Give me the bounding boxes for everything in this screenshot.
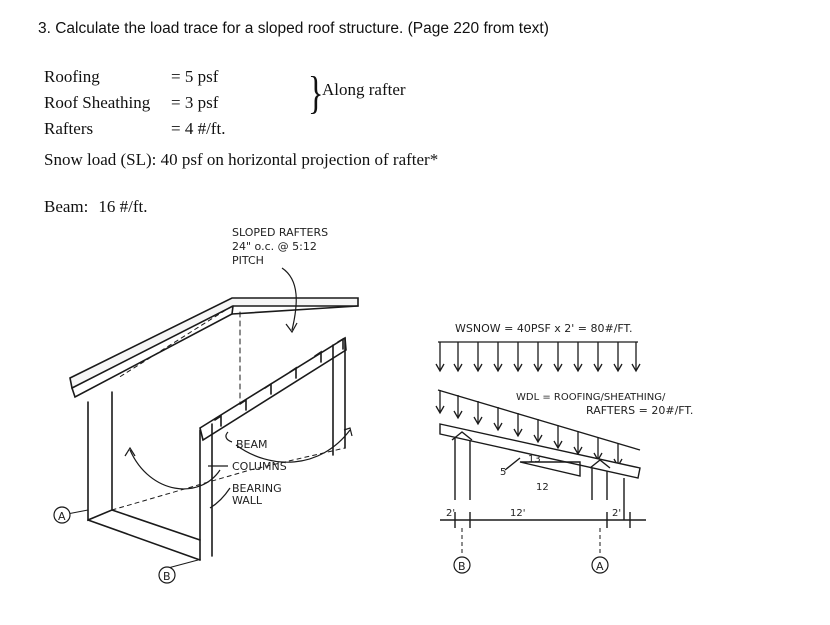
load-value: = 3 psf (171, 93, 219, 112)
grid-label-a: A (58, 510, 66, 523)
note-columns: COLUMNS (232, 460, 287, 473)
slope-rise-5: 5 (500, 467, 507, 478)
load-label: Roofing (44, 67, 100, 86)
dimension-2ft-right: 2' (612, 508, 622, 519)
snow-load-text: Snow load (SL): 40 psf on horizontal projection of rafter* (44, 150, 439, 169)
load-label: Roof Sheathing (44, 93, 151, 112)
load-value: = 4 #/ft. (171, 119, 226, 138)
grid-label-b: B (163, 570, 171, 583)
section-grid-a: A (596, 560, 604, 573)
note-bearing: BEARING (232, 482, 282, 495)
beam-label: Beam: (44, 197, 89, 216)
brace-label: Along rafter (322, 80, 406, 99)
note-sloped-rafters: SLOPED RAFTERS (232, 226, 329, 239)
note-rafter-spacing: 24" o.c. @ 5:12 (232, 240, 317, 253)
section-grid-b: B (458, 560, 466, 573)
note-wall: WALL (232, 494, 263, 507)
slope-hyp-13: 13 (528, 454, 541, 465)
load-label: Rafters (44, 119, 94, 138)
slope-run-12: 12 (536, 482, 549, 493)
dead-load-equation-1: WDL = ROOFING/SHEATHING/ (516, 392, 666, 403)
beam-value: 16 #/ft. (98, 197, 148, 216)
right-brace-icon: } (308, 67, 324, 118)
dimension-12ft: 12' (510, 508, 526, 519)
dimension-2ft-left: 2' (446, 508, 456, 519)
snow-load-arrows (436, 342, 640, 371)
snow-load-equation: WSNOW = 40PSF x 2' = 80#/FT. (455, 322, 633, 335)
question-title: 3. Calculate the load trace for a sloped roof structure. (Page 220 from text) (38, 20, 549, 37)
dead-load-equation-2: RAFTERS = 20#/FT. (586, 404, 694, 417)
load-value: = 5 psf (171, 67, 219, 86)
note-pitch: PITCH (232, 254, 264, 267)
note-beam: BEAM (236, 438, 268, 451)
